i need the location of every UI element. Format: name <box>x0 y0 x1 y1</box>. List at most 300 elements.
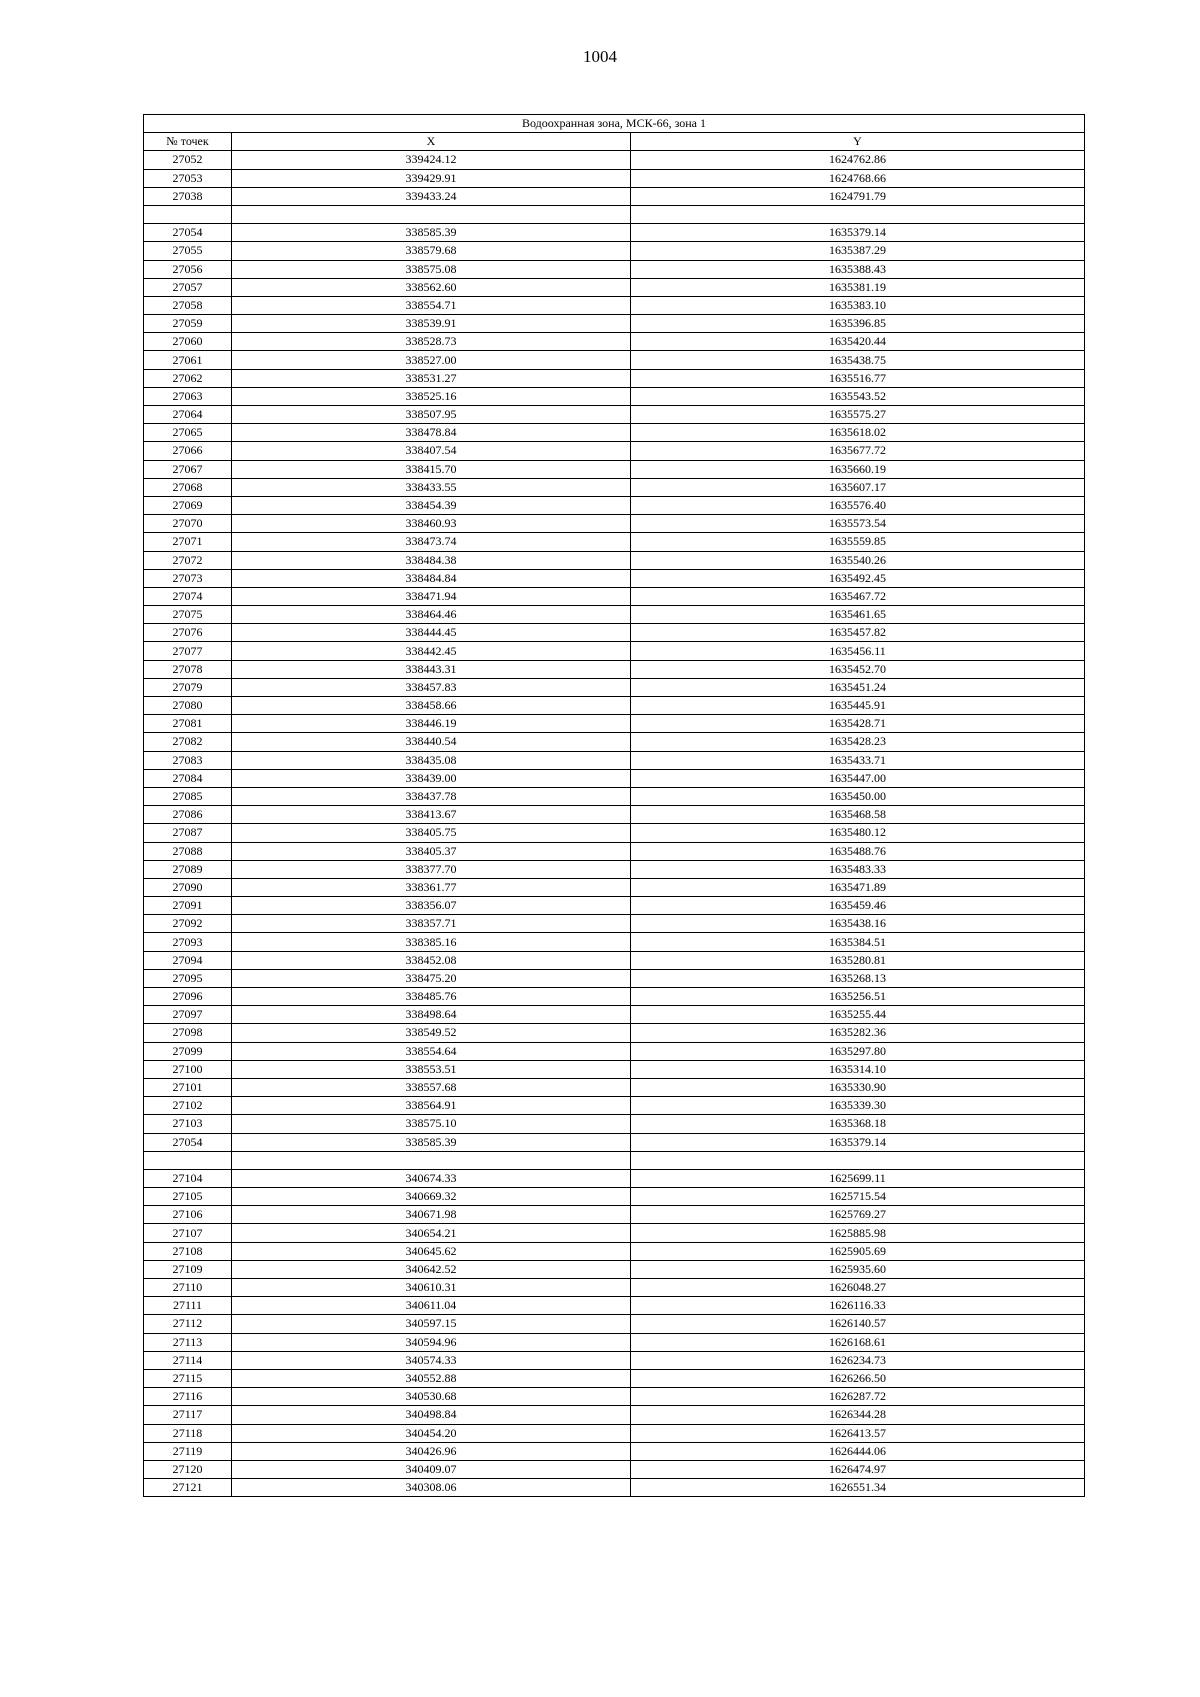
point-number-cell: 27054 <box>144 1133 232 1151</box>
table-row <box>144 1424 1085 1442</box>
table-row <box>144 387 1085 405</box>
point-number-cell: 27099 <box>144 1042 232 1060</box>
point-number-cell: 27118 <box>144 1424 232 1442</box>
point-number-cell: 27098 <box>144 1024 232 1042</box>
point-number-cell: 27100 <box>144 1060 232 1078</box>
table-row <box>144 278 1085 296</box>
point-number-cell: 27094 <box>144 951 232 969</box>
x-coordinate-cell: 338484.38 <box>232 551 631 569</box>
column-header-y: Y <box>631 133 1085 151</box>
x-coordinate-cell: 340552.88 <box>232 1369 631 1387</box>
x-coordinate-cell: 338478.84 <box>232 424 631 442</box>
x-coordinate-cell: 338446.19 <box>232 715 631 733</box>
y-coordinate-cell <box>631 1151 1085 1169</box>
x-coordinate-cell: 340594.96 <box>232 1333 631 1351</box>
x-coordinate-cell: 340530.68 <box>232 1388 631 1406</box>
x-coordinate-cell: 340642.52 <box>232 1260 631 1278</box>
x-coordinate-cell: 340308.06 <box>232 1479 631 1497</box>
x-coordinate-cell: 338361.77 <box>232 878 631 896</box>
point-number-cell: 27078 <box>144 660 232 678</box>
y-coordinate-cell: 1626140.57 <box>631 1315 1085 1333</box>
table-row <box>144 1115 1085 1133</box>
table-row <box>144 1224 1085 1242</box>
x-coordinate-cell: 340610.31 <box>232 1279 631 1297</box>
y-coordinate-cell: 1625715.54 <box>631 1188 1085 1206</box>
x-coordinate-cell: 338440.54 <box>232 733 631 751</box>
x-coordinate-cell: 338443.31 <box>232 660 631 678</box>
x-coordinate-cell: 338437.78 <box>232 787 631 805</box>
point-number-cell: 27083 <box>144 751 232 769</box>
table-row <box>144 1406 1085 1424</box>
x-coordinate-cell: 338439.00 <box>232 769 631 787</box>
y-coordinate-cell: 1635468.58 <box>631 806 1085 824</box>
y-coordinate-cell: 1635438.16 <box>631 915 1085 933</box>
table-row <box>144 1206 1085 1224</box>
x-coordinate-cell: 338444.45 <box>232 624 631 642</box>
y-coordinate-cell: 1624768.66 <box>631 169 1085 187</box>
table-row <box>144 478 1085 496</box>
y-coordinate-cell: 1635488.76 <box>631 842 1085 860</box>
y-coordinate-cell: 1625769.27 <box>631 1206 1085 1224</box>
table-row <box>144 1151 1085 1169</box>
y-coordinate-cell: 1635388.43 <box>631 260 1085 278</box>
x-coordinate-cell <box>232 1151 631 1169</box>
x-coordinate-cell: 338475.20 <box>232 969 631 987</box>
y-coordinate-cell: 1635660.19 <box>631 460 1085 478</box>
point-number-cell: 27104 <box>144 1169 232 1187</box>
y-coordinate-cell: 1635618.02 <box>631 424 1085 442</box>
point-number-cell: 27112 <box>144 1315 232 1333</box>
table-row <box>144 205 1085 223</box>
point-number-cell: 27091 <box>144 897 232 915</box>
y-coordinate-cell: 1635339.30 <box>631 1097 1085 1115</box>
table-row <box>144 1042 1085 1060</box>
x-coordinate-cell: 338405.75 <box>232 824 631 842</box>
x-coordinate-cell: 340671.98 <box>232 1206 631 1224</box>
table-row <box>144 715 1085 733</box>
x-coordinate-cell: 338471.94 <box>232 587 631 605</box>
point-number-cell: 27116 <box>144 1388 232 1406</box>
point-number-cell: 27084 <box>144 769 232 787</box>
x-coordinate-cell: 338454.39 <box>232 496 631 514</box>
x-coordinate-cell: 338460.93 <box>232 515 631 533</box>
point-number-cell: 27121 <box>144 1479 232 1497</box>
x-coordinate-cell: 338539.91 <box>232 315 631 333</box>
table-row <box>144 1279 1085 1297</box>
y-coordinate-cell: 1625885.98 <box>631 1224 1085 1242</box>
y-coordinate-cell: 1635456.11 <box>631 642 1085 660</box>
y-coordinate-cell: 1625905.69 <box>631 1242 1085 1260</box>
x-coordinate-cell: 338585.39 <box>232 1133 631 1151</box>
y-coordinate-cell: 1635387.29 <box>631 242 1085 260</box>
table-row <box>144 787 1085 805</box>
table-body <box>144 151 1085 1497</box>
x-coordinate-cell: 340574.33 <box>232 1351 631 1369</box>
x-coordinate-cell: 338458.66 <box>232 697 631 715</box>
point-number-cell: 27096 <box>144 988 232 1006</box>
point-number-cell: 27101 <box>144 1078 232 1096</box>
x-coordinate-cell: 338562.60 <box>232 278 631 296</box>
table-row <box>144 642 1085 660</box>
table-row <box>144 1315 1085 1333</box>
y-coordinate-cell: 1635368.18 <box>631 1115 1085 1133</box>
point-number-cell: 27089 <box>144 860 232 878</box>
table-row <box>144 969 1085 987</box>
table-row <box>144 697 1085 715</box>
table-row <box>144 1097 1085 1115</box>
y-coordinate-cell: 1626551.34 <box>631 1479 1085 1497</box>
x-coordinate-cell: 340669.32 <box>232 1188 631 1206</box>
x-coordinate-cell: 340611.04 <box>232 1297 631 1315</box>
table-row <box>144 988 1085 1006</box>
y-coordinate-cell: 1635255.44 <box>631 1006 1085 1024</box>
x-coordinate-cell: 340654.21 <box>232 1224 631 1242</box>
point-number-cell: 27056 <box>144 260 232 278</box>
point-number-cell: 27074 <box>144 587 232 605</box>
table-row <box>144 951 1085 969</box>
x-coordinate-cell: 338564.91 <box>232 1097 631 1115</box>
table-row <box>144 1260 1085 1278</box>
y-coordinate-cell: 1635280.81 <box>631 951 1085 969</box>
point-number-cell: 27066 <box>144 442 232 460</box>
table-row <box>144 915 1085 933</box>
point-number-cell: 27110 <box>144 1279 232 1297</box>
table-row <box>144 1297 1085 1315</box>
table-row <box>144 351 1085 369</box>
table-row <box>144 1351 1085 1369</box>
point-number-cell: 27068 <box>144 478 232 496</box>
point-number-cell: 27081 <box>144 715 232 733</box>
y-coordinate-cell: 1635381.19 <box>631 278 1085 296</box>
column-header-point-number: № точек <box>144 133 232 151</box>
x-coordinate-cell: 338473.74 <box>232 533 631 551</box>
point-number-cell: 27070 <box>144 515 232 533</box>
point-number-cell: 27111 <box>144 1297 232 1315</box>
y-coordinate-cell: 1635256.51 <box>631 988 1085 1006</box>
x-coordinate-cell: 338413.67 <box>232 806 631 824</box>
x-coordinate-cell: 338357.71 <box>232 915 631 933</box>
table-row <box>144 624 1085 642</box>
point-number-cell: 27105 <box>144 1188 232 1206</box>
y-coordinate-cell: 1635379.14 <box>631 1133 1085 1151</box>
y-coordinate-cell: 1626168.61 <box>631 1333 1085 1351</box>
x-coordinate-cell: 340426.96 <box>232 1442 631 1460</box>
point-number-cell: 27087 <box>144 824 232 842</box>
x-coordinate-cell: 338498.64 <box>232 1006 631 1024</box>
point-number-cell: 27102 <box>144 1097 232 1115</box>
table-row <box>144 460 1085 478</box>
y-coordinate-cell: 1635268.13 <box>631 969 1085 987</box>
point-number-cell: 27079 <box>144 678 232 696</box>
x-coordinate-cell: 338385.16 <box>232 933 631 951</box>
point-number-cell: 27093 <box>144 933 232 951</box>
y-coordinate-cell: 1635576.40 <box>631 496 1085 514</box>
table-row <box>144 1169 1085 1187</box>
x-coordinate-cell: 338579.68 <box>232 242 631 260</box>
table-row <box>144 1133 1085 1151</box>
point-number-cell: 27072 <box>144 551 232 569</box>
point-number-cell: 27114 <box>144 1351 232 1369</box>
y-coordinate-cell: 1635450.00 <box>631 787 1085 805</box>
x-coordinate-cell: 338557.68 <box>232 1078 631 1096</box>
table-row <box>144 1460 1085 1478</box>
x-coordinate-cell: 338549.52 <box>232 1024 631 1042</box>
point-number-cell: 27082 <box>144 733 232 751</box>
column-header-x: X <box>232 133 631 151</box>
point-number-cell: 27055 <box>144 242 232 260</box>
point-number-cell: 27065 <box>144 424 232 442</box>
table-row <box>144 678 1085 696</box>
table-row <box>144 533 1085 551</box>
y-coordinate-cell: 1635480.12 <box>631 824 1085 842</box>
table-row <box>144 406 1085 424</box>
point-number-cell: 27038 <box>144 187 232 205</box>
table-row <box>144 315 1085 333</box>
y-coordinate-cell: 1635461.65 <box>631 606 1085 624</box>
table-row <box>144 224 1085 242</box>
point-number-cell: 27076 <box>144 624 232 642</box>
x-coordinate-cell: 338575.08 <box>232 260 631 278</box>
table-row <box>144 333 1085 351</box>
y-coordinate-cell: 1624791.79 <box>631 187 1085 205</box>
page-number: 1004 <box>583 47 617 66</box>
y-coordinate-cell: 1635492.45 <box>631 569 1085 587</box>
x-coordinate-cell: 338407.54 <box>232 442 631 460</box>
y-coordinate-cell: 1626474.97 <box>631 1460 1085 1478</box>
x-coordinate-cell: 339429.91 <box>232 169 631 187</box>
x-coordinate-cell: 339424.12 <box>232 151 631 169</box>
point-number-cell: 27097 <box>144 1006 232 1024</box>
x-coordinate-cell: 338575.10 <box>232 1115 631 1133</box>
y-coordinate-cell: 1635467.72 <box>631 587 1085 605</box>
table-row <box>144 1006 1085 1024</box>
table-row <box>144 1388 1085 1406</box>
y-coordinate-cell: 1635379.14 <box>631 224 1085 242</box>
y-coordinate-cell: 1635384.51 <box>631 933 1085 951</box>
x-coordinate-cell: 340454.20 <box>232 1424 631 1442</box>
point-number-cell: 27092 <box>144 915 232 933</box>
table-row <box>144 1078 1085 1096</box>
x-coordinate-cell: 338415.70 <box>232 460 631 478</box>
table-row <box>144 1060 1085 1078</box>
point-number-cell: 27090 <box>144 878 232 896</box>
table-title-row <box>144 115 1085 133</box>
table-row <box>144 806 1085 824</box>
table-row <box>144 1333 1085 1351</box>
point-number-cell: 27053 <box>144 169 232 187</box>
table-row <box>144 242 1085 260</box>
y-coordinate-cell: 1635433.71 <box>631 751 1085 769</box>
x-coordinate-cell: 338554.71 <box>232 296 631 314</box>
point-number-cell: 27075 <box>144 606 232 624</box>
x-coordinate-cell: 338405.37 <box>232 842 631 860</box>
table-row <box>144 569 1085 587</box>
x-coordinate-cell: 340409.07 <box>232 1460 631 1478</box>
table-row <box>144 1442 1085 1460</box>
x-coordinate-cell: 338484.84 <box>232 569 631 587</box>
x-coordinate-cell: 338554.64 <box>232 1042 631 1060</box>
y-coordinate-cell: 1635540.26 <box>631 551 1085 569</box>
table-row <box>144 260 1085 278</box>
x-coordinate-cell: 338452.08 <box>232 951 631 969</box>
y-coordinate-cell: 1626287.72 <box>631 1388 1085 1406</box>
y-coordinate-cell: 1635396.85 <box>631 315 1085 333</box>
y-coordinate-cell: 1635459.46 <box>631 897 1085 915</box>
x-coordinate-cell: 340674.33 <box>232 1169 631 1187</box>
y-coordinate-cell: 1625699.11 <box>631 1169 1085 1187</box>
x-coordinate-cell: 338435.08 <box>232 751 631 769</box>
table-row <box>144 1479 1085 1497</box>
x-coordinate-cell: 338525.16 <box>232 387 631 405</box>
table-row <box>144 769 1085 787</box>
point-number-cell: 27103 <box>144 1115 232 1133</box>
y-coordinate-cell: 1635330.90 <box>631 1078 1085 1096</box>
x-coordinate-cell: 338433.55 <box>232 478 631 496</box>
table-title: Водоохранная зона, МСК-66, зона 1 <box>144 115 1085 133</box>
point-number-cell: 27107 <box>144 1224 232 1242</box>
x-coordinate-cell: 339433.24 <box>232 187 631 205</box>
point-number-cell: 27073 <box>144 569 232 587</box>
y-coordinate-cell: 1635457.82 <box>631 624 1085 642</box>
y-coordinate-cell: 1626116.33 <box>631 1297 1085 1315</box>
y-coordinate-cell: 1635471.89 <box>631 878 1085 896</box>
point-number-cell: 27063 <box>144 387 232 405</box>
x-coordinate-cell: 340498.84 <box>232 1406 631 1424</box>
x-coordinate-cell: 338585.39 <box>232 224 631 242</box>
point-number-cell: 27109 <box>144 1260 232 1278</box>
y-coordinate-cell: 1635438.75 <box>631 351 1085 369</box>
point-number-cell: 27085 <box>144 787 232 805</box>
table-row <box>144 897 1085 915</box>
point-number-cell: 27095 <box>144 969 232 987</box>
point-number-cell: 27115 <box>144 1369 232 1387</box>
y-coordinate-cell: 1635575.27 <box>631 406 1085 424</box>
point-number-cell: 27113 <box>144 1333 232 1351</box>
table-row <box>144 751 1085 769</box>
point-number-cell: 27119 <box>144 1442 232 1460</box>
table-row <box>144 551 1085 569</box>
point-number-cell: 27108 <box>144 1242 232 1260</box>
x-coordinate-cell: 338527.00 <box>232 351 631 369</box>
point-number-cell: 27060 <box>144 333 232 351</box>
x-coordinate-cell: 340645.62 <box>232 1242 631 1260</box>
point-number-cell: 27062 <box>144 369 232 387</box>
point-number-cell: 27088 <box>144 842 232 860</box>
point-number-cell: 27061 <box>144 351 232 369</box>
y-coordinate-cell: 1626444.06 <box>631 1442 1085 1460</box>
x-coordinate-cell: 338553.51 <box>232 1060 631 1078</box>
y-coordinate-cell: 1635452.70 <box>631 660 1085 678</box>
table-row <box>144 515 1085 533</box>
y-coordinate-cell: 1635573.54 <box>631 515 1085 533</box>
point-number-cell: 27086 <box>144 806 232 824</box>
x-coordinate-cell <box>232 205 631 223</box>
y-coordinate-cell: 1635314.10 <box>631 1060 1085 1078</box>
y-coordinate-cell: 1635445.91 <box>631 697 1085 715</box>
table-row <box>144 1369 1085 1387</box>
table-header-row <box>144 133 1085 151</box>
coordinates-table <box>143 114 1085 1497</box>
point-number-cell: 27059 <box>144 315 232 333</box>
x-coordinate-cell: 338507.95 <box>232 406 631 424</box>
table-row <box>144 1242 1085 1260</box>
table-row <box>144 442 1085 460</box>
point-number-cell: 27069 <box>144 496 232 514</box>
point-number-cell <box>144 1151 232 1169</box>
y-coordinate-cell: 1635428.71 <box>631 715 1085 733</box>
table-row <box>144 878 1085 896</box>
table-row <box>144 369 1085 387</box>
x-coordinate-cell: 338528.73 <box>232 333 631 351</box>
table-row <box>144 842 1085 860</box>
y-coordinate-cell: 1626234.73 <box>631 1351 1085 1369</box>
point-number-cell: 27058 <box>144 296 232 314</box>
point-number-cell: 27071 <box>144 533 232 551</box>
point-number-cell: 27052 <box>144 151 232 169</box>
y-coordinate-cell: 1635282.36 <box>631 1024 1085 1042</box>
y-coordinate-cell: 1635559.85 <box>631 533 1085 551</box>
x-coordinate-cell: 338457.83 <box>232 678 631 696</box>
table-row <box>144 933 1085 951</box>
y-coordinate-cell: 1635677.72 <box>631 442 1085 460</box>
point-number-cell: 27080 <box>144 697 232 715</box>
y-coordinate-cell: 1626344.28 <box>631 1406 1085 1424</box>
x-coordinate-cell: 338464.46 <box>232 606 631 624</box>
point-number-cell: 27077 <box>144 642 232 660</box>
x-coordinate-cell: 338442.45 <box>232 642 631 660</box>
y-coordinate-cell: 1635428.23 <box>631 733 1085 751</box>
x-coordinate-cell: 338377.70 <box>232 860 631 878</box>
point-number-cell: 27117 <box>144 1406 232 1424</box>
point-number-cell: 27054 <box>144 224 232 242</box>
y-coordinate-cell: 1635607.17 <box>631 478 1085 496</box>
table-row <box>144 187 1085 205</box>
point-number-cell: 27057 <box>144 278 232 296</box>
y-coordinate-cell: 1624762.86 <box>631 151 1085 169</box>
y-coordinate-cell: 1626266.50 <box>631 1369 1085 1387</box>
table-row <box>144 169 1085 187</box>
table-row <box>144 587 1085 605</box>
y-coordinate-cell: 1635297.80 <box>631 1042 1085 1060</box>
point-number-cell: 27064 <box>144 406 232 424</box>
y-coordinate-cell: 1635451.24 <box>631 678 1085 696</box>
y-coordinate-cell: 1635516.77 <box>631 369 1085 387</box>
table-row <box>144 1024 1085 1042</box>
y-coordinate-cell: 1635383.10 <box>631 296 1085 314</box>
y-coordinate-cell: 1635420.44 <box>631 333 1085 351</box>
table-row <box>144 606 1085 624</box>
x-coordinate-cell: 338531.27 <box>232 369 631 387</box>
table-row <box>144 424 1085 442</box>
x-coordinate-cell: 340597.15 <box>232 1315 631 1333</box>
y-coordinate-cell: 1635543.52 <box>631 387 1085 405</box>
table-row <box>144 296 1085 314</box>
table-row <box>144 860 1085 878</box>
table-row <box>144 660 1085 678</box>
y-coordinate-cell: 1626413.57 <box>631 1424 1085 1442</box>
table-row <box>144 824 1085 842</box>
table-row <box>144 151 1085 169</box>
y-coordinate-cell <box>631 205 1085 223</box>
table-row <box>144 1188 1085 1206</box>
point-number-cell: 27120 <box>144 1460 232 1478</box>
point-number-cell <box>144 205 232 223</box>
x-coordinate-cell: 338356.07 <box>232 897 631 915</box>
y-coordinate-cell: 1625935.60 <box>631 1260 1085 1278</box>
table-row <box>144 733 1085 751</box>
y-coordinate-cell: 1626048.27 <box>631 1279 1085 1297</box>
y-coordinate-cell: 1635447.00 <box>631 769 1085 787</box>
